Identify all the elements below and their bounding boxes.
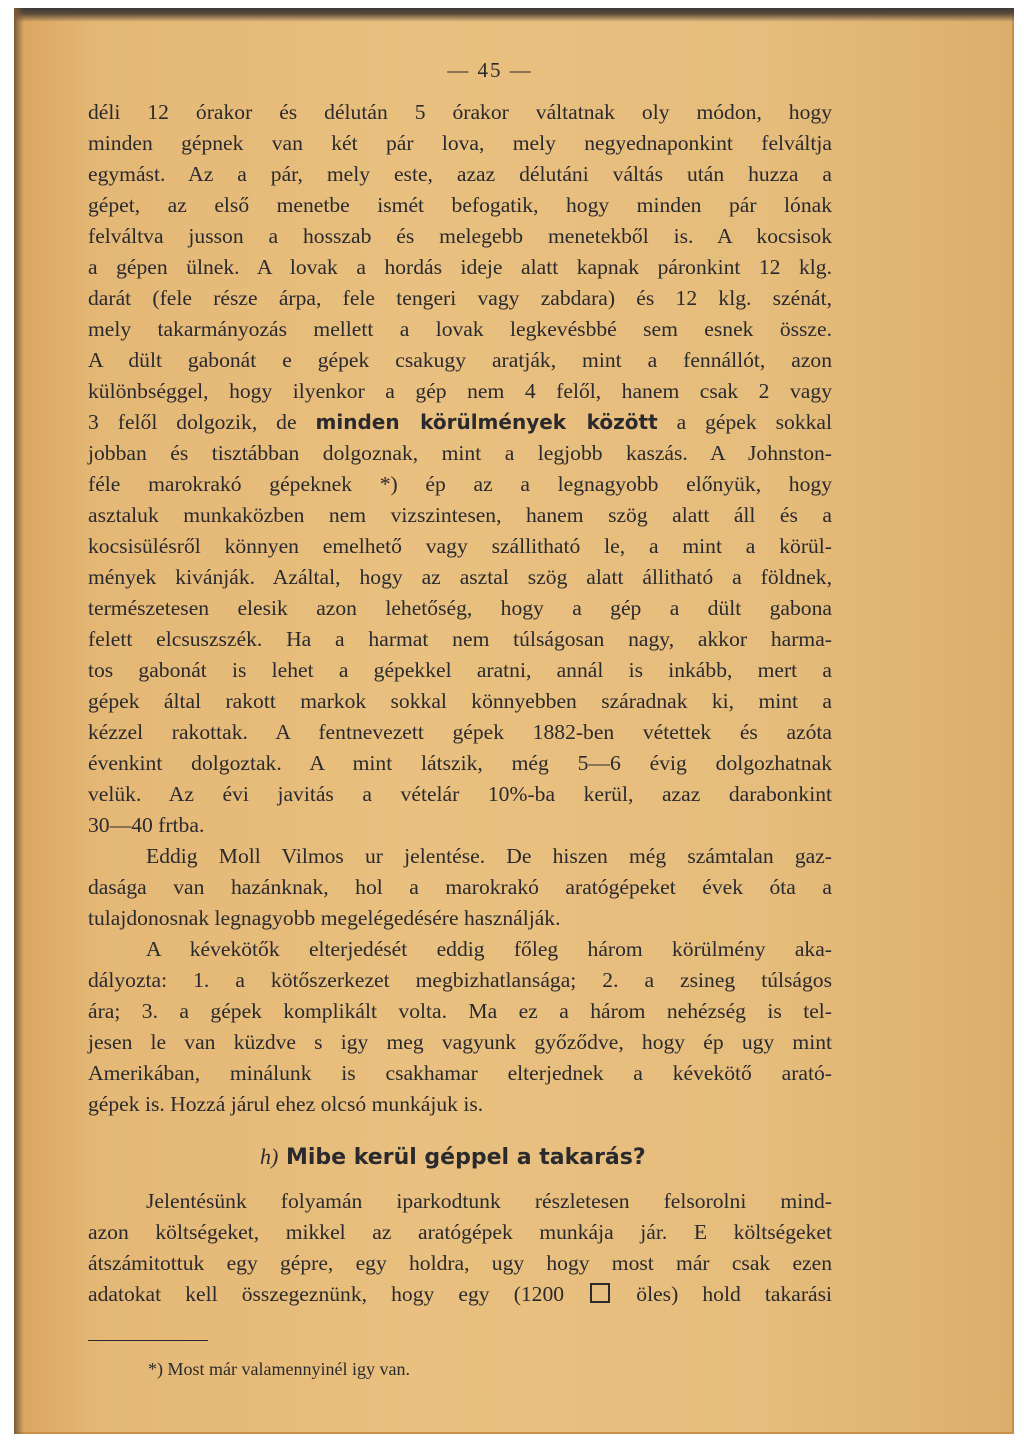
text-line: természetesen elesik azon lehetőség, hogy a gép a dült gabona [88,596,832,620]
text-line: ára; 3. a gépek komplikált volta. Ma ez a három nehézség is tel- [88,999,832,1023]
text-line: gépek által rakott markok sokkal könnyebben száradnak ki, mint a [88,689,832,713]
text-line: féle marokrakó gépeknek *) ép az a legnagyobb előnyük, hogy [88,472,832,496]
text-line: felváltva jusson a hosszab és melegebb menetekből is. A kocsisok [88,224,832,248]
text-line: a gépen ülnek. A lovak a hordás ideje alatt kapnak páronkint 12 klg. [88,255,832,279]
text-segment: adatokat kell összegeznünk, hogy egy (1200 [88,1282,565,1306]
scan-edge-left [14,8,24,1434]
text-line: mények kivánják. Azáltal, hogy az asztal szög alatt állitható a földnek, [88,565,832,589]
text-line: különbséggel, hogy ilyenkor a gép nem 4 felől, hanem csak 2 vagy [88,379,832,403]
footnote-divider [88,1340,208,1341]
text-line: gépek is. Hozzá járul ehez olcsó munkájuk is. [88,1092,484,1116]
text-segment: 3 felől dolgozik, de [88,410,316,434]
text-line-with-bold [88,407,832,438]
page-content [88,58,832,1380]
text-line: Jelentésünk folyamán iparkodtunk részletesen felsorolni mind- [146,1189,832,1213]
section-letter: h) [260,1144,279,1169]
text-line: azon költségeket, mikkel az aratógépek munkája jár. E költségeket [88,1220,832,1244]
text-line: darát (fele része árpa, fele tengeri vagy zabdara) és 12 klg. szénát, [88,286,832,310]
document-page [14,8,1014,1434]
text-line: átszámitottuk egy gépre, egy holdra, ugy hogy most már csak ezen [88,1251,832,1275]
paragraph-3 [88,934,832,1120]
text-line: déli 12 órakor és délután 5 órakor váltatnak oly módon, hogy [88,100,832,124]
text-line: kézzel rakottak. A fentnevezett gépek 1882-ben vétettek és azóta [88,720,832,744]
text-line: felett elcsuszszék. Ha a harmat nem túlságosan nagy, akkor harma- [88,627,832,651]
text-line: kocsisülésről könnyen emelhető vagy szállitható le, a mint a körül- [88,534,832,558]
text-line: A dült gabonát e gépek csakugy aratják, mint a fennállót, azon [88,348,832,372]
text-segment: a gépek sokkal [657,410,833,434]
text-line: jesen le van küzdve s igy meg vagyunk győződve, hogy ép ugy mint [88,1030,832,1054]
text-line: mely takarmányozás mellett a lovak legkevésbbé sem esnek össze. [88,317,832,341]
text-line: asztaluk munkaközben nem vizszintesen, hanem szög alatt áll és a [88,503,832,527]
text-line: tos gabonát is lehet a gépekkel aratni, annál is inkább, mert a [88,658,832,682]
bold-phrase: minden körülmények között [315,410,658,434]
text-line: Eddig Moll Vilmos ur jelentése. De hiszen még számtalan gaz- [146,844,832,868]
square-symbol-icon [590,1283,610,1303]
text-line-with-symbol [88,1279,832,1310]
text-line: jobban és tisztábban dolgoznak, mint a legjobb kaszás. A Johnston- [88,441,832,465]
page-number: — 45 — [447,58,533,82]
paragraph-1 [88,97,832,841]
text-line: gépet, az első menetbe ismét befogatik, hogy minden pár lónak [88,193,832,217]
text-line: tulajdonosnak legnagyobb megelégedésére használják. [88,906,561,930]
text-line: dasága van hazánknak, hol a marokrakó aratógépeket évek óta a [88,875,832,899]
text-line: 30—40 frtba. [88,813,205,837]
paragraph-2 [88,841,832,934]
text-line: egymást. Az a pár, mely este, azaz délutáni váltás után huzza a [88,162,832,186]
text-line: évenkint dolgoztak. A mint látszik, még 5—6 évig dolgozhatnak [88,751,832,775]
text-segment: öles) hold takarási [636,1282,832,1306]
section-title: Mibe kerül géppel a takarás? [286,1145,646,1170]
text-line: velük. Az évi javitás a vételár 10%-ba kerül, azaz darabonkint [88,782,832,806]
text-line: A kévekötők elterjedését eddig főleg három körülmény aka- [146,937,832,961]
scan-edge-top [14,8,1014,22]
paragraph-4 [88,1186,832,1310]
section-heading [88,1144,832,1170]
footnote: *) Most már valamennyinél igy van. [148,1359,410,1379]
text-line: dályozta: 1. a kötőszerkezet megbizhatlansága; 2. a zsineg túlságos [88,968,832,992]
text-line: Amerikában, minálunk is csakhamar elterjednek a kévekötő arató- [88,1061,832,1085]
text-line: minden gépnek van két pár lova, mely negyednaponkint felváltja [88,131,832,155]
